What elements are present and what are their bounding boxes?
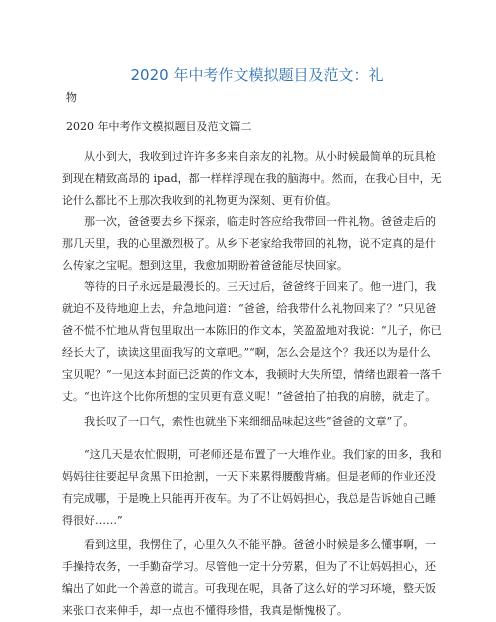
- paragraph-line: 宝贝呢？”一见这本封面已泛黄的作文本，我顿时大失所望，情绪也跟着一落千: [62, 368, 442, 381]
- paragraph-line: 到现在精致高昂的 ipad，都一样样浮现在我的脑海中。然而，在我心目中，无: [62, 172, 442, 185]
- paragraph-line: 么传家之宝呢。想到这里，我愈加期盼着爸爸能尽快回家。: [62, 259, 348, 272]
- paragraph-1: [62, 146, 442, 212]
- paragraph-line: 我长叹了一口气，索性也就坐下来细细品味起这些“爸爸的文章”了。: [84, 415, 415, 428]
- paragraph-4: [62, 411, 434, 433]
- paragraph-5: [62, 444, 442, 532]
- paragraph-line: 论什么都比不上那次我收到的礼物更为深刻、更有价值。: [62, 194, 337, 207]
- paragraph-2: [62, 211, 434, 277]
- paragraph-line: 那一次，爸爸要去乡下探亲，临走时答应给我带回一件礼物。爸爸走后的: [84, 215, 436, 228]
- paragraph-6: [62, 534, 434, 622]
- paragraph-line: 爸不慌不忙地从背包里取出一本陈旧的作文本，笑盈盈地对我说：“儿子，你已: [62, 324, 442, 337]
- paragraph-line: “这几天是农忙假期，可老师还是布置了一大堆作业。我们家的田多，我和: [84, 448, 442, 461]
- paragraph-line: 编出了如此一个善意的谎言。可我现在呢，具备了这么好的学习环境，整天饭: [62, 582, 436, 595]
- paragraph-line: 看到这里，我愣住了，心里久久不能平静。爸爸小时候是多么懂事啊，一: [84, 538, 436, 551]
- paragraph-line: 经长大了，读读这里面我写的文章吧。”“啊，怎么会是这个？我还以为是什么: [62, 346, 431, 359]
- paragraph-line: 从小到大，我收到过许许多多来自亲友的礼物。从小时候最简单的玩具枪: [84, 150, 436, 163]
- paragraph-3: [62, 276, 442, 408]
- document-title: 2020 年中考作文模拟题目及范文：礼: [130, 66, 384, 84]
- document-title-continued: 物: [66, 91, 77, 104]
- paragraph-line: 就迫不及待地迎上去，弁急地问道：“爸爸，给我带什么礼物回来了？”只见爸: [62, 302, 437, 315]
- paragraph-line: 手操持农务，一手勤奋学习。尽管他一定十分劳累，但为了不让妈妈担心，还: [62, 560, 436, 573]
- section-heading: 2020 年中考作文模拟题目及范文篇二: [66, 120, 252, 133]
- paragraph-line: 丈。“也许这个比你所想的宝贝更有意义呢！”爸爸拍了拍我的肩膀，就走了。: [62, 390, 437, 403]
- paragraph-line: 那几天里，我的心里激烈极了。从乡下老家给我带回的礼物，说不定真的是什: [62, 237, 436, 250]
- paragraph-line: 有完成哪，于是晚上只能再开夜车。为了不让妈妈担心，我总是告诉她自己睡: [62, 492, 436, 505]
- paragraph-line: 妈妈往往要起早贪黑下田抢割，一天下来累得腰酸背痛。但是老师的作业还没: [62, 470, 436, 483]
- paragraph-line: 等待的日子永远是最漫长的。三天过后，爸爸终于回来了。他一进门，我: [84, 280, 436, 293]
- paragraph-line: 得很好……”: [62, 514, 123, 527]
- paragraph-line: 来张口衣来伸手，却一点也不懂得珍惜，我真是惭愧极了。: [62, 604, 348, 617]
